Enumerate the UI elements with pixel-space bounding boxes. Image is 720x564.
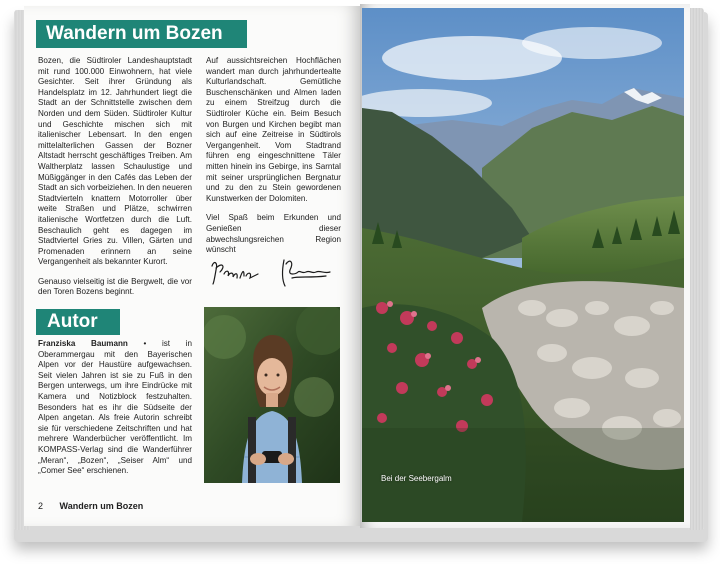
author-heading-text: Autor bbox=[47, 311, 98, 332]
author-portrait bbox=[204, 307, 340, 483]
intro-column-2 bbox=[206, 56, 341, 265]
page-footer bbox=[38, 501, 143, 511]
intro-paragraph: Genauso vielseitig ist die Bergwelt, die vor den Toren Bozens beginnt. bbox=[38, 276, 192, 297]
author-bio-text: • ist in Oberammergau mit den Bayerischen Alpen vor der Haustüre aufgewachsen. Seit vielen Jahren ist sie zu Fuß in den Bergen unterwegs, um ihre Eindrücke mit Kamera und Notizblock festzuhalten. Besonders hat es ihr die Südseite der Alpen angetan. Als freie Autorin schreibt sie für verschiedene Zeitschriften und hat mehrere Wanderbücher veröffentlicht. Im KOMPASS-Verlag sind die Wanderführer „Meran“, „Bozen“, „Seiser Alm“ und „Comer See“ erschienen. bbox=[38, 339, 192, 476]
intro-paragraph: Auf aussichtsreichen Hochflächen wandert man durch jahrhundertealte Kulturlandschaft. Gemütliche Buschenschänken und Almen laden zu einem Streifzug durch die Südtiroler Küche ein. Beim Besuch von Burgen und Kirchen begibt man sich auf eine Zeitreise in Südtirols Vergangenheit. Vom Stadtrand führen eng eingeschnittene Täler mitten hinein ins Gebirge, ins Sarntal mit seiner ursprünglichen Bergnatur und zu den zu Stein gewordenen Kunstwerken der Dolomiten. bbox=[206, 56, 341, 203]
page-edges-right bbox=[688, 8, 704, 530]
author-name: Franziska Baumann bbox=[38, 339, 128, 348]
signatures-image bbox=[206, 252, 341, 292]
page-title bbox=[36, 20, 247, 48]
page-title-text: Wandern um Bozen bbox=[46, 23, 223, 44]
page-number: 2 bbox=[38, 501, 44, 511]
footer-title: Wandern um Bozen bbox=[59, 501, 144, 511]
intro-paragraph: Bozen, die Südtiroler Landeshauptstadt mit rund 100.000 Einwohnern, hat viele Gesichter. Seit ihrer Gründung als Handelsplatz im 12. Jahrhundert liegt die Stadt an der Schnittstelle zwischen dem Norden und dem Süden. Südtiroler Kultur und Geschichte mischen sich mit italienischer Lebensart. In den engen mittelalterlichen Gassen der Bozner Altstadt herrscht geschäftiges Treiben. Am Waltherplatz lassen Schaulustige und Müßiggänger in den Cafés das Leben der Stadt an sich vorbeiziehen. In den neueren Stadtvierteln knattern Motorroller über weite Straßen und Plätze, schwirren italienische Wortfetzen durch die Luft. Beschaulich geht es dagegen im Stadtviertel Gries zu. Villen, Gärten und Promenaden erinnern an seine Vergangenheit als bekannter Kurort. bbox=[38, 56, 192, 267]
intro-paragraph: Viel Spaß beim Erkunden und Genießen dieser abwechslungsreichen Region wünscht bbox=[206, 213, 341, 255]
author-bio bbox=[38, 339, 192, 477]
intro-column-1 bbox=[38, 56, 192, 307]
landscape-photo bbox=[362, 8, 684, 522]
author-heading bbox=[36, 309, 120, 335]
photo-caption: Bei der Seebergalm bbox=[381, 474, 452, 483]
